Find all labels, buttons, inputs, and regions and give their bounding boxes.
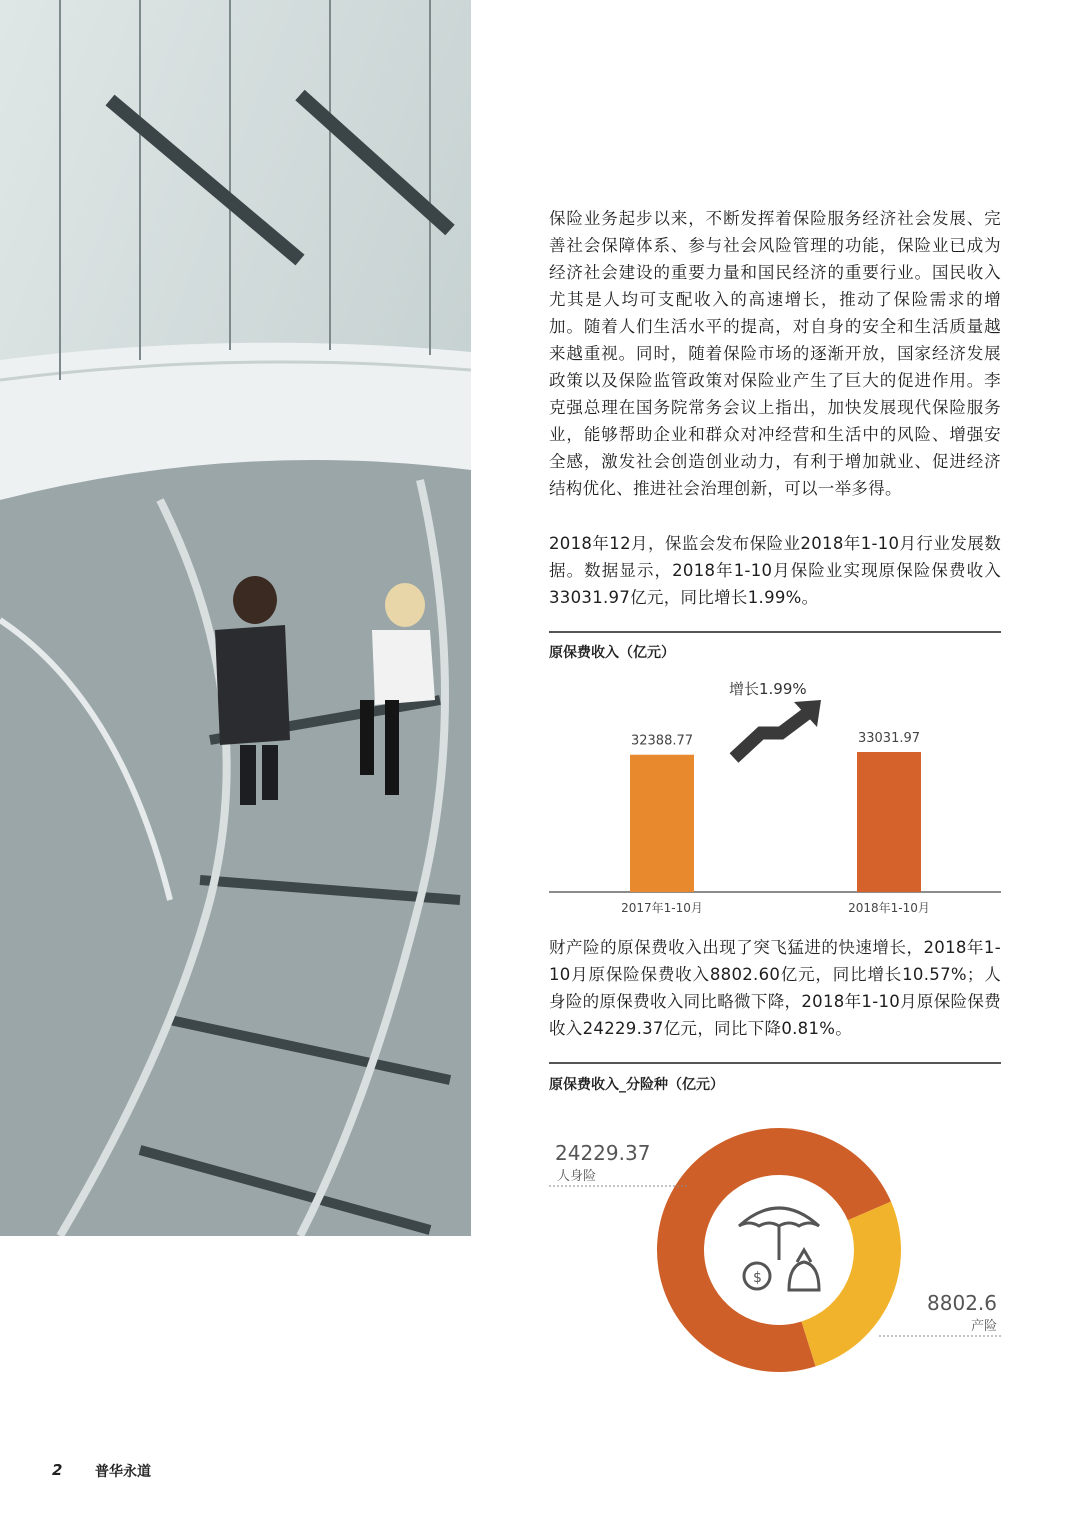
bar-category-label-2: 2018年1-10月 xyxy=(848,901,930,915)
bar-chart xyxy=(549,670,1001,920)
type-paragraph: 财产险的原保费收入出现了突飞猛进的快速增长，2018年1-10月原保险保费收入8802.60亿元，同比增长10.57%；人身险的原保费收入同比略微下降，2018年1-10月原保险保费收入24229.37亿元，同比下降0.81%。 xyxy=(549,938,1001,1038)
chart2-rule xyxy=(549,1062,1001,1064)
donut-chart-title: 原保费收入_分险种（亿元） xyxy=(549,1077,724,1093)
bar-category-label-1: 2017年1-10月 xyxy=(621,901,703,915)
bar-value-label-2: 33031.97 xyxy=(857,731,921,746)
umbrella-money-icon xyxy=(739,1208,819,1290)
bar-2 xyxy=(857,752,921,892)
donut-value-property: 8802.6 xyxy=(927,1291,997,1315)
donut-chart xyxy=(549,1100,1001,1400)
svg-text:$: $ xyxy=(753,1270,762,1286)
growth-arrow-icon xyxy=(734,700,821,758)
growth-annotation: 增长1.99% xyxy=(729,680,807,698)
page-number: 2 xyxy=(52,1461,63,1479)
bar-value-label-1: 32388.77 xyxy=(630,733,694,749)
donut-value-life: 24229.37 xyxy=(555,1141,651,1165)
staircase-photo xyxy=(0,0,471,1236)
bar-1 xyxy=(630,755,694,892)
data-paragraph: 2018年12月，保监会发布保险业2018年1-10月行业发展数据。数据显示，2018年1-10月保险业实现原保险保费收入33031.97亿元，同比增长1.99%。 xyxy=(549,534,1001,607)
chart1-rule xyxy=(549,631,1001,633)
footer-brand: 普华永道 xyxy=(95,1464,151,1480)
bar-chart-title: 原保费收入（亿元） xyxy=(549,645,675,661)
donut-name-property: 产险 xyxy=(970,1319,997,1334)
donut-name-life: 人身险 xyxy=(557,1169,597,1184)
intro-paragraph: 保险业务起步以来，不断发挥着保险服务经济社会发展、完善社会保障体系、参与社会风险管理的功能，保险业已成为经济社会建设的重要力量和国民经济的重要行业。国民收入尤其是人均可支配收入的高速增长，推动了保险需求的增加。随着人们生活水平的提高，对自身的安全和生活质量越来越重视。同时，随着保险市场的逐渐开放，国家经济发展政策以及保险监管政策对保险业产生了巨大的促进作用。李克强总理在国务院常务会议上指出，加快发展现代保险服务业，能够帮助企业和群众对冲经营和生活中的风险、增强安全感，激发社会创造创业动力，有利于增加就业、促进经济结构优化、推进社会治理创新，可以一举多得。 xyxy=(549,209,1001,498)
